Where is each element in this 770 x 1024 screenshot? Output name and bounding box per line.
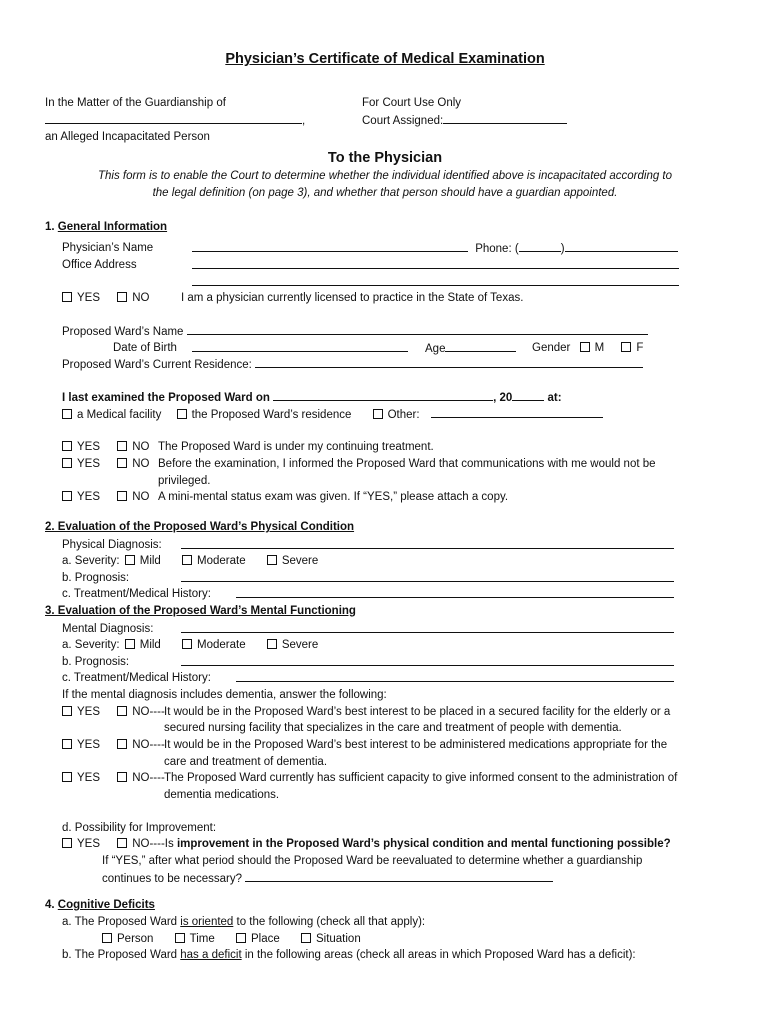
mental-history-field[interactable] — [236, 671, 674, 682]
other-checkbox[interactable] — [373, 409, 383, 419]
time-checkbox[interactable] — [175, 933, 185, 943]
improvement-question: improvement in the Proposed Ward’s physical condition and mental functioning possible? — [176, 838, 671, 850]
office-address-label: Office Address — [62, 259, 137, 271]
ward-residence-checkbox[interactable] — [177, 409, 187, 419]
q2-text-2: privileged. — [158, 475, 211, 487]
age-field[interactable] — [445, 341, 516, 352]
mental-prognosis-row — [181, 655, 674, 670]
page-title: Physician’s Certificate of Medical Examination — [225, 51, 545, 67]
situation-checkbox[interactable] — [301, 933, 311, 943]
other-label: Other: — [387, 409, 420, 421]
oriented-pre: a. The Proposed Ward — [62, 916, 181, 928]
physical-diagnosis-row — [181, 538, 674, 553]
residence-label: Proposed Ward’s Current Residence: — [62, 359, 252, 371]
yes-label: YES — [77, 458, 101, 470]
oriented-post: to the following (check all that apply): — [233, 916, 426, 928]
other-field[interactable] — [431, 407, 603, 418]
medical-facility-checkbox[interactable] — [62, 409, 72, 419]
physical-severity-row — [62, 554, 318, 568]
time-label: Time — [189, 933, 215, 945]
licensed-no-checkbox[interactable] — [117, 292, 127, 302]
deficit-post: in the following areas (check all areas in which Proposed Ward has a deficit): — [241, 949, 636, 961]
court-assigned-field[interactable] — [443, 113, 567, 124]
exam-location-row — [62, 407, 603, 422]
mental-moderate-checkbox[interactable] — [182, 639, 192, 649]
improve-is: Is — [164, 838, 177, 850]
physician-name-label: Physician’s Name — [62, 242, 154, 254]
section-3-heading: 3. Evaluation of the Proposed Ward’s Mental Functioning — [45, 605, 356, 617]
no-label: NO---- — [132, 706, 165, 718]
moderate-label: Moderate — [197, 639, 246, 651]
d1-checkboxes — [62, 705, 165, 719]
physician-name-row — [192, 241, 678, 256]
dementia-intro: If the mental diagnosis includes dementia, answer the following: — [62, 689, 387, 701]
physical-history-row — [236, 587, 674, 602]
physical-mild-checkbox[interactable] — [125, 555, 135, 565]
residence-field[interactable] — [255, 357, 643, 368]
year-label: , 20 — [493, 392, 513, 404]
ward-name-field[interactable] — [45, 113, 302, 124]
mental-diagnosis-label: Mental Diagnosis: — [62, 623, 154, 635]
severe-label: Severe — [281, 555, 319, 567]
dob-field[interactable] — [192, 341, 408, 352]
d3-text-2: dementia medications. — [164, 789, 280, 801]
place-label: Place — [250, 933, 280, 945]
phone-number-field[interactable] — [565, 241, 678, 252]
d1-text-2: secured nursing facility that specializes in the care and treatment of people with dementia. — [164, 722, 622, 734]
last-exam-row — [62, 390, 562, 405]
d3-text-1: The Proposed Ward currently has sufficient capacity to give informed consent to the administration of — [164, 772, 678, 784]
dob-field-row — [192, 341, 408, 356]
yes-label: YES — [77, 441, 101, 453]
no-label: NO — [132, 491, 150, 503]
physical-history-label: c. Treatment/Medical History: — [62, 588, 211, 600]
physician-name-field[interactable] — [192, 241, 468, 252]
q2-no-checkbox[interactable] — [117, 458, 127, 468]
d3-no-checkbox[interactable] — [117, 772, 127, 782]
q3-no-checkbox[interactable] — [117, 491, 127, 501]
mental-history-label: c. Treatment/Medical History: — [62, 672, 211, 684]
mental-prognosis-field[interactable] — [181, 655, 674, 666]
at-label: at: — [547, 392, 562, 404]
no-label: NO — [132, 458, 150, 470]
ward-name-field-row — [45, 113, 305, 128]
section-4-number: 4. — [45, 899, 58, 911]
mild-label: Mild — [139, 639, 161, 651]
mild-label: Mild — [139, 555, 161, 567]
improvement-row — [62, 837, 671, 851]
section-1-title: General Information — [57, 221, 168, 233]
d1-no-checkbox[interactable] — [117, 706, 127, 716]
office-address-row-1 — [192, 258, 679, 273]
oriented-underlined: is oriented — [180, 916, 234, 928]
intro-line-1: This form is to enable the Court to determine whether the individual identified above is incapacitated according to — [97, 170, 673, 182]
mental-history-row — [236, 671, 674, 686]
physical-severe-checkbox[interactable] — [267, 555, 277, 565]
d2-yes-checkbox[interactable] — [62, 739, 72, 749]
section-4-heading — [45, 898, 155, 912]
orientation-options — [102, 932, 361, 946]
section-2-heading: 2. Evaluation of the Proposed Ward’s Physical Condition — [45, 521, 355, 533]
q1-yes-checkbox[interactable] — [62, 441, 72, 451]
yes-label: YES — [77, 706, 101, 718]
q1-no-checkbox[interactable] — [117, 441, 127, 451]
phone-area-code-field[interactable] — [519, 241, 561, 252]
physical-prognosis-label: b. Prognosis: — [62, 572, 130, 584]
dob-label: Date of Birth — [113, 342, 177, 354]
section-4-title: Cognitive Deficits — [57, 899, 155, 911]
improve-no-checkbox[interactable] — [117, 838, 127, 848]
deficit-pre: b. The Proposed Ward — [62, 949, 181, 961]
situation-label: Situation — [315, 933, 361, 945]
gender-m-checkbox[interactable] — [580, 342, 590, 352]
d1-text-1: It would be in the Proposed Ward’s best interest to be placed in a secured facility for the elderly or a — [164, 706, 671, 718]
no-label: NO---- — [132, 772, 165, 784]
d2-no-checkbox[interactable] — [117, 739, 127, 749]
last-exam-date-field[interactable] — [273, 390, 493, 401]
mental-prognosis-label: b. Prognosis: — [62, 656, 130, 668]
intro-line-2: the legal definition (on page 3), and whether that person should have a guardian appointed. — [152, 187, 618, 199]
licensed-text: I am a physician currently licensed to practice in the State of Texas. — [181, 292, 524, 304]
office-address-row-2 — [192, 275, 679, 290]
physical-history-field[interactable] — [236, 587, 674, 598]
physical-moderate-checkbox[interactable] — [182, 555, 192, 565]
gender-f-label: F — [636, 342, 644, 354]
ward-residence-label: the Proposed Ward’s residence — [191, 409, 352, 421]
severe-label: Severe — [281, 639, 319, 651]
oriented-row — [62, 915, 425, 929]
d3-yes-checkbox[interactable] — [62, 772, 72, 782]
place-checkbox[interactable] — [236, 933, 246, 943]
mental-diagnosis-field[interactable] — [181, 622, 674, 633]
d2-text-2: care and treatment of dementia. — [164, 756, 328, 768]
improve-if-1: If “YES,” after what period should the Proposed Ward be reevaluated to determine whether a guardianship — [102, 855, 643, 867]
alleged-label: an Alleged Incapacitated Person — [45, 131, 210, 143]
q3-yes-checkbox[interactable] — [62, 491, 72, 501]
moderate-label: Moderate — [197, 555, 246, 567]
q3-checkboxes — [62, 490, 149, 504]
office-address-field-1[interactable] — [192, 258, 679, 269]
mental-severe-checkbox[interactable] — [267, 639, 277, 649]
licensed-row — [62, 291, 149, 305]
physical-prognosis-field[interactable] — [181, 571, 674, 582]
gender-row — [532, 341, 643, 355]
yes-label: YES — [77, 772, 101, 784]
yes-label: YES — [77, 739, 101, 751]
last-exam-label: I last examined the Proposed Ward on — [62, 392, 270, 404]
no-label: NO---- — [132, 739, 165, 751]
last-exam-year-field[interactable] — [512, 390, 544, 401]
yes-label: YES — [77, 491, 101, 503]
court-use-label: For Court Use Only — [362, 97, 462, 109]
person-label: Person — [117, 933, 154, 945]
improvement-label: d. Possibility for Improvement: — [62, 822, 217, 834]
proposed-ward-name-field[interactable] — [187, 324, 648, 335]
q1-text: The Proposed Ward is under my continuing treatment. — [158, 441, 434, 453]
court-assigned-label: Court Assigned: — [362, 115, 444, 127]
yes-label: YES — [77, 838, 101, 850]
guardianship-label: In the Matter of the Guardianship of — [45, 97, 226, 109]
gender-label: Gender — [532, 342, 571, 354]
age-row — [425, 341, 516, 356]
person-checkbox[interactable] — [102, 933, 112, 943]
mental-mild-checkbox[interactable] — [125, 639, 135, 649]
physical-diagnosis-label: Physical Diagnosis: — [62, 539, 162, 551]
q3-text: A mini-mental status exam was given. If “YES,” please attach a copy. — [158, 491, 509, 503]
yes-label: YES — [77, 292, 101, 304]
court-assigned-row — [362, 113, 567, 128]
section-1-number: 1. — [45, 221, 58, 233]
improve-yes-checkbox[interactable] — [62, 838, 72, 848]
q1-checkboxes — [62, 440, 149, 454]
no-label: NO — [132, 292, 150, 304]
deficit-row — [62, 948, 636, 962]
phone-paren: ) — [560, 243, 565, 255]
physical-prognosis-row — [181, 571, 674, 586]
mental-severity-row — [62, 638, 318, 652]
q2-yes-checkbox[interactable] — [62, 458, 72, 468]
gender-m-label: M — [594, 342, 605, 354]
d2-checkboxes — [62, 738, 165, 752]
licensed-yes-checkbox[interactable] — [62, 292, 72, 302]
comma: , — [302, 115, 306, 127]
d2-text-1: It would be in the Proposed Ward’s best interest to be administered medications appropriate for the — [164, 739, 668, 751]
office-address-field-2[interactable] — [192, 275, 679, 286]
severity-label: a. Severity: — [62, 555, 120, 567]
mental-diagnosis-row — [181, 622, 674, 637]
section-1-heading — [45, 220, 167, 234]
physical-diagnosis-field[interactable] — [181, 538, 674, 549]
reevaluation-period-field[interactable] — [245, 871, 553, 882]
ward-name-row — [62, 324, 648, 339]
d1-yes-checkbox[interactable] — [62, 706, 72, 716]
improve-if-2: continues to be necessary? — [102, 873, 243, 885]
severity-label: a. Severity: — [62, 639, 120, 651]
phone-label: Phone: ( — [475, 243, 519, 255]
age-label: Age — [425, 343, 446, 355]
d3-checkboxes — [62, 771, 165, 785]
q2-text-1: Before the examination, I informed the Proposed Ward that communications with me would not be — [158, 458, 656, 470]
gender-f-checkbox[interactable] — [621, 342, 631, 352]
residence-row — [62, 357, 643, 372]
to-physician-heading: To the Physician — [327, 150, 443, 166]
improve-if-row — [102, 871, 553, 886]
deficit-underlined: has a deficit — [180, 949, 242, 961]
q2-checkboxes — [62, 457, 149, 471]
medical-facility-label: a Medical facility — [77, 409, 162, 421]
no-label: NO---- — [132, 838, 165, 850]
no-label: NO — [132, 441, 150, 453]
proposed-ward-name-label: Proposed Ward’s Name — [62, 326, 184, 338]
